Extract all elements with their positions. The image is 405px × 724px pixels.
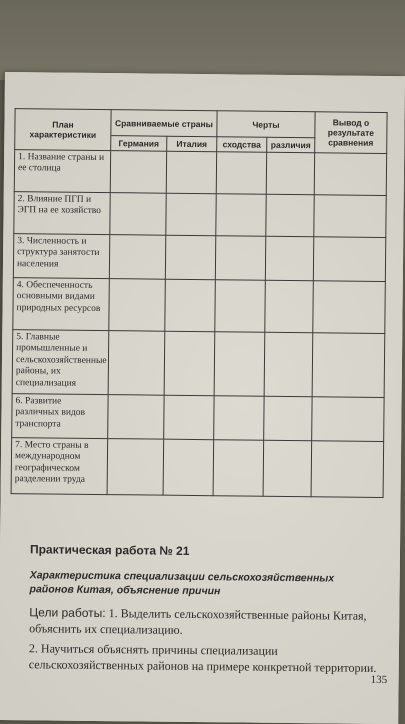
empty-cell[interactable] — [264, 396, 312, 441]
book-page — [0, 72, 405, 724]
empty-cell[interactable] — [265, 236, 313, 281]
empty-cell[interactable] — [109, 235, 165, 280]
row-label: 6. Развитие различных видов транспорта — [12, 394, 108, 439]
empty-cell[interactable] — [216, 152, 266, 195]
empty-cell[interactable] — [314, 153, 386, 196]
header-plan: План характеристики — [15, 109, 111, 151]
page-number: 135 — [370, 673, 388, 687]
empty-cell[interactable] — [164, 395, 214, 440]
section-heading: Практическая работа № 21 — [29, 542, 190, 558]
empty-cell[interactable] — [313, 281, 386, 334]
empty-cell[interactable] — [164, 331, 215, 396]
row-label: 4. Обеспеченность основными видами природных ресурсов — [13, 278, 110, 331]
empty-cell[interactable] — [311, 441, 384, 498]
empty-cell[interactable] — [166, 151, 216, 194]
task-paragraph: 2. Научиться объяснять причины специализации сельскохозяйственных районов на примере конкретной территории. — [28, 641, 377, 676]
header-compared-countries: Сравниваемые страны — [111, 110, 217, 137]
empty-cell[interactable] — [312, 397, 384, 442]
empty-cell[interactable] — [263, 440, 312, 496]
header-features: Черты — [217, 111, 315, 138]
empty-cell[interactable] — [110, 193, 166, 236]
empty-cell[interactable] — [108, 331, 165, 396]
comparison-table — [11, 108, 388, 498]
goal-text: 1. Выделить сельскохозяйственные районы Китая, объяснить их специализацию. — [29, 606, 367, 638]
empty-cell[interactable] — [264, 332, 313, 396]
header-difference: различия — [267, 137, 315, 153]
background — [0, 0, 405, 80]
empty-cell[interactable] — [215, 280, 266, 333]
header-conclusion: Вывод о результате сравнения — [315, 112, 387, 154]
empty-cell[interactable] — [214, 332, 265, 397]
empty-cell[interactable] — [166, 193, 216, 236]
goal-label: Цели работы: — [29, 605, 106, 621]
table-row — [12, 394, 384, 442]
empty-cell[interactable] — [216, 194, 266, 237]
empty-cell[interactable] — [108, 395, 164, 440]
empty-cell[interactable] — [165, 235, 215, 280]
table-row — [14, 192, 386, 238]
empty-cell[interactable] — [214, 396, 264, 441]
empty-cell[interactable] — [110, 151, 166, 194]
empty-cell[interactable] — [313, 237, 385, 282]
table-row — [13, 234, 385, 282]
empty-cell[interactable] — [213, 440, 264, 497]
row-label: 2. Влияние ПГП и ЭГП на ее хозяйство — [14, 192, 110, 235]
section-subheading: Характеристика специализации сельскохозяйственных районов Китая, объяснение причин — [29, 569, 335, 598]
goal-paragraph — [29, 604, 381, 640]
empty-cell[interactable] — [314, 195, 386, 238]
row-label: 1. Название страны и ее столица — [14, 150, 110, 193]
header-germany: Германия — [111, 136, 167, 152]
empty-cell[interactable] — [165, 279, 216, 332]
header-italy: Италия — [167, 136, 217, 152]
empty-cell[interactable] — [266, 194, 314, 237]
empty-cell[interactable] — [109, 279, 166, 332]
table-row — [12, 330, 385, 398]
empty-cell[interactable] — [163, 439, 214, 496]
row-label: 7. Место страны в международном географическом разделении труда — [11, 438, 108, 495]
empty-cell[interactable] — [265, 280, 314, 332]
table-row — [13, 278, 386, 334]
empty-cell[interactable] — [107, 439, 164, 496]
table-row — [14, 150, 386, 196]
row-label: 5. Главные промышленные и сельскохозяйственные районы, их специализация — [12, 330, 109, 395]
empty-cell[interactable] — [215, 236, 265, 281]
row-label: 3. Численность и структура занятости населения — [13, 234, 109, 279]
table-row — [11, 438, 384, 498]
empty-cell[interactable] — [312, 333, 385, 398]
header-similarity: сходства — [217, 137, 267, 153]
empty-cell[interactable] — [266, 152, 314, 195]
